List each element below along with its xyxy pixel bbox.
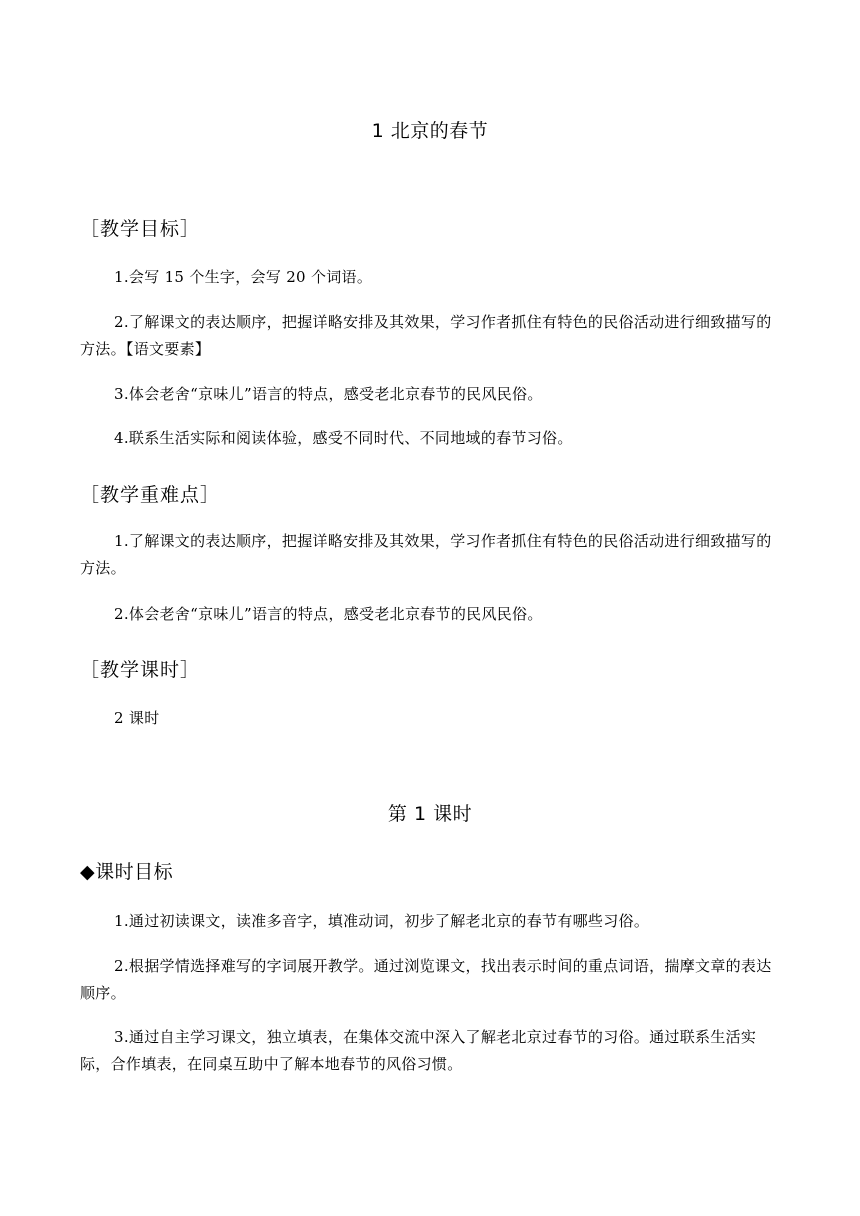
document-title: 1 北京的春节	[371, 120, 489, 142]
section-heading-key-points: ［教学重难点］	[80, 484, 221, 506]
lesson-goal-item-2: 2.根据学情选择难写的字词展开教学。通过浏览课文，找出表示时间的重点词语，揣摩文章的表达顺序。	[80, 957, 772, 1002]
lesson-title: 第 1 课时	[387, 803, 473, 825]
key-point-item-2: 2.体会老舍“京味儿”语言的特点，感受老北京春节的民风民俗。	[114, 605, 543, 623]
section-heading-class-hours: ［教学课时］	[80, 659, 201, 681]
lesson-goal-item-3: 3.通过自主学习课文，独立填表，在集体交流中深入了解老北京过春节的习俗。通过联系生活实际，合作填表，在同桌互助中了解本地春节的风俗习惯。	[80, 1028, 757, 1073]
class-hours-value: 2 课时	[114, 709, 160, 727]
key-point-item-1: 1.了解课文的表达顺序，把握详略安排及其效果，学习作者抓住有特色的民俗活动进行细致描写的方法。	[80, 532, 772, 577]
goal-item-1: 1.会写 15 个生字，会写 20 个词语。	[114, 268, 373, 286]
goal-item-3: 3.体会老舍“京味儿”语言的特点，感受老北京春节的民风民俗。	[114, 385, 543, 403]
goal-item-2: 2.了解课文的表达顺序，把握详略安排及其效果，学习作者抓住有特色的民俗活动进行细致描写的方法。【语文要素】	[80, 313, 772, 358]
goal-item-4: 4.联系生活实际和阅读体验，感受不同时代、不同地域的春节习俗。	[114, 429, 573, 447]
section-heading-teaching-goals: ［教学目标］	[80, 218, 201, 240]
lesson-goals-heading: ◆课时目标	[80, 861, 174, 883]
lesson-goal-item-1: 1.通过初读课文，读准多音字，填准动词，初步了解老北京的春节有哪些习俗。	[114, 912, 650, 930]
